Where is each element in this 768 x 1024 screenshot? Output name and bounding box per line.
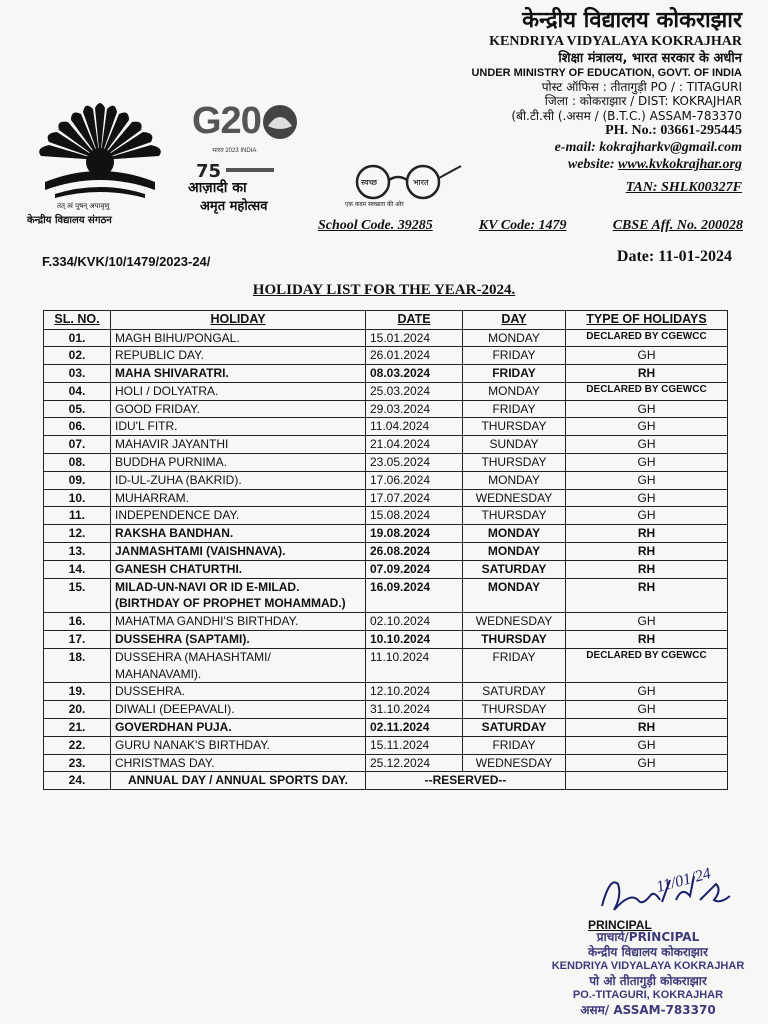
lotus-globe-icon bbox=[260, 102, 300, 142]
school-code: School Code. 39285 bbox=[318, 218, 433, 233]
table-row bbox=[44, 578, 728, 613]
stamp-line-4: पो ओ तीतागुड़ी कोकराझार bbox=[589, 973, 707, 988]
row-holiday: BUDDHA PURNIMA. bbox=[111, 454, 366, 472]
row-sl-no: 24. bbox=[44, 772, 111, 790]
phone-number: PH. No.: 03661-295445 bbox=[605, 123, 742, 139]
table-row bbox=[44, 648, 728, 683]
row-sl-no: 16. bbox=[44, 613, 111, 631]
row-date: 31.10.2024 bbox=[366, 701, 463, 719]
row-date: 02.11.2024 bbox=[366, 719, 463, 737]
row-sl-no: 23. bbox=[44, 754, 111, 772]
holiday-line-2: MAHANAVAMI). bbox=[115, 666, 202, 681]
website-link[interactable]: www.kvkokrajhar.org bbox=[618, 156, 742, 172]
row-type: GH bbox=[566, 347, 728, 365]
row-type: GH bbox=[566, 454, 728, 472]
letter-date: Date: 11-01-2024 bbox=[616, 248, 732, 265]
row-sl-no: 01. bbox=[44, 329, 111, 347]
stamp-line-2: केन्द्रीय विद्यालय कोकराझार bbox=[588, 945, 708, 959]
table-row bbox=[44, 772, 728, 790]
row-type: RH bbox=[566, 578, 728, 613]
header-day: DAY bbox=[463, 311, 566, 330]
table-row bbox=[44, 329, 728, 347]
row-date: 11.10.2024 bbox=[366, 648, 463, 683]
svg-text:75: 75 bbox=[196, 161, 222, 180]
header-sl-no: SL. NO. bbox=[44, 311, 111, 330]
table-row bbox=[44, 701, 728, 719]
table-row bbox=[44, 631, 728, 649]
row-sl-no: 14. bbox=[44, 560, 111, 578]
row-date: 26.08.2024 bbox=[366, 543, 463, 561]
row-holiday: INDEPENDENCE DAY. bbox=[111, 507, 366, 525]
row-sl-no: 09. bbox=[44, 471, 111, 489]
row-holiday: GURU NANAK'S BIRTHDAY. bbox=[111, 736, 366, 754]
email-line bbox=[471, 140, 742, 157]
row-day: THURSDAY bbox=[463, 631, 566, 649]
table-row bbox=[44, 382, 728, 400]
row-date: 08.03.2024 bbox=[366, 365, 463, 383]
row-holiday: MAHAVIR JAYANTHI bbox=[111, 436, 366, 454]
row-holiday: IDU'L FITR. bbox=[111, 418, 366, 436]
district: जिला : कोकराझार / DIST: KOKRAJHAR bbox=[544, 94, 742, 109]
row-day: SATURDAY bbox=[463, 719, 566, 737]
row-holiday: ID-UL-ZUHA (BAKRID). bbox=[111, 471, 366, 489]
g20-subtitle: भारत 2023 INDIA bbox=[212, 148, 257, 154]
row-sl-no: 06. bbox=[44, 418, 111, 436]
row-holiday: JANMASHTAMI (VAISHNAVA). bbox=[111, 543, 366, 561]
row-date: 07.09.2024 bbox=[366, 560, 463, 578]
row-day: FRIDAY bbox=[463, 400, 566, 418]
gandhi-glasses-icon bbox=[345, 160, 465, 200]
row-type: GH bbox=[566, 701, 728, 719]
row-type: RH bbox=[566, 365, 728, 383]
row-sl-no: 17. bbox=[44, 631, 111, 649]
row-holiday: REPUBLIC DAY. bbox=[111, 347, 366, 365]
row-type: DECLARED BY CGEWCC bbox=[566, 382, 728, 400]
table-row bbox=[44, 719, 728, 737]
row-holiday: MAGH BIHU/PONGAL. bbox=[111, 329, 366, 347]
row-sl-no: 02. bbox=[44, 347, 111, 365]
post-office: पोस्ट ऑफिस : तीतागुड़ी PO / : TITAGURI bbox=[541, 79, 742, 94]
row-sl-no: 21. bbox=[44, 719, 111, 737]
row-date: 21.04.2024 bbox=[366, 436, 463, 454]
row-type bbox=[566, 772, 728, 790]
table-row bbox=[44, 365, 728, 383]
row-sl-no: 08. bbox=[44, 454, 111, 472]
row-date: 02.10.2024 bbox=[366, 613, 463, 631]
row-holiday: MAHA SHIVARATRI. bbox=[111, 365, 366, 383]
document-title: HOLIDAY LIST FOR THE YEAR-2024. bbox=[252, 282, 516, 298]
row-holiday: HOLI / DOLYATRA. bbox=[111, 382, 366, 400]
stamp-line-1: प्राचार्य/PRINCIPAL bbox=[596, 930, 700, 944]
table-row bbox=[44, 507, 728, 525]
row-sl-no: 07. bbox=[44, 436, 111, 454]
table-row bbox=[44, 400, 728, 418]
website-line bbox=[471, 157, 742, 174]
row-day: MONDAY bbox=[463, 382, 566, 400]
row-day: MONDAY bbox=[463, 543, 566, 561]
row-type: GH bbox=[566, 683, 728, 701]
row-type: GH bbox=[566, 471, 728, 489]
row-type: GH bbox=[566, 754, 728, 772]
stamp-line-3: KENDRIYA VIDYALAYA KOKRAJHAR bbox=[551, 960, 745, 972]
row-type: RH bbox=[566, 560, 728, 578]
row-day: FRIDAY bbox=[463, 648, 566, 683]
row-day: THURSDAY bbox=[463, 454, 566, 472]
row-type: DECLARED BY CGEWCC bbox=[566, 648, 728, 683]
row-day: WEDNESDAY bbox=[463, 489, 566, 507]
table-row bbox=[44, 525, 728, 543]
header-holiday: HOLIDAY bbox=[111, 311, 366, 330]
sun-rays-icon bbox=[25, 90, 175, 202]
g20-logo bbox=[192, 100, 302, 160]
table-row bbox=[44, 543, 728, 561]
swachh-left-text: स्वच्छ bbox=[361, 178, 378, 187]
office-stamp bbox=[548, 930, 748, 1018]
row-sl-no: 22. bbox=[44, 736, 111, 754]
row-day: THURSDAY bbox=[463, 701, 566, 719]
row-date: 26.01.2024 bbox=[366, 347, 463, 365]
azadi-line1: आज़ादी का bbox=[188, 180, 247, 196]
row-holiday: MUHARRAM. bbox=[111, 489, 366, 507]
table-header-row bbox=[44, 311, 728, 330]
row-sl-no: 10. bbox=[44, 489, 111, 507]
letterhead bbox=[471, 8, 742, 196]
holiday-table bbox=[43, 310, 728, 790]
row-date: 19.08.2024 bbox=[366, 525, 463, 543]
g20-text: G20 bbox=[192, 100, 261, 142]
table-row bbox=[44, 418, 728, 436]
row-holiday: ANNUAL DAY / ANNUAL SPORTS DAY. bbox=[111, 772, 366, 790]
row-sl-no: 11. bbox=[44, 507, 111, 525]
reference-number: F.334/KVK/10/1479/2023-24/ bbox=[42, 254, 211, 269]
row-sl-no: 15. bbox=[44, 578, 111, 613]
kvs-logo bbox=[25, 90, 175, 230]
principal-title: PRINCIPAL bbox=[588, 918, 652, 932]
tan-number: TAN: SHLK00327F bbox=[625, 179, 742, 195]
row-holiday: GOOD FRIDAY. bbox=[111, 400, 366, 418]
table-row bbox=[44, 489, 728, 507]
seventy-five-icon bbox=[196, 160, 276, 180]
stamp-line-5: PO.-TITAGURI, KOKRAJHAR bbox=[572, 988, 724, 1001]
state-address: (बी.टी.सी (.असम / (B.T.C.) ASSAM-783370 bbox=[511, 108, 742, 123]
row-date: 10.10.2024 bbox=[366, 631, 463, 649]
table-row bbox=[44, 560, 728, 578]
row-day: SATURDAY bbox=[463, 683, 566, 701]
kvs-motto: तत् त्वं पूषन् अपावृणु bbox=[57, 202, 110, 210]
azadi-line2: अमृत महोत्सव bbox=[200, 199, 268, 214]
row-date: 15.11.2024 bbox=[366, 736, 463, 754]
row-holiday bbox=[111, 648, 366, 683]
row-sl-no: 18. bbox=[44, 648, 111, 683]
table-row bbox=[44, 613, 728, 631]
row-day: WEDNESDAY bbox=[463, 754, 566, 772]
table-row bbox=[44, 736, 728, 754]
row-date: 11.04.2024 bbox=[366, 418, 463, 436]
row-day: FRIDAY bbox=[463, 365, 566, 383]
swachh-right-text: भारत bbox=[413, 178, 429, 187]
row-holiday: DUSSEHRA. bbox=[111, 683, 366, 701]
ministry-hindi: शिक्षा मंत्रालय, भारत सरकार के अधीन bbox=[558, 51, 742, 67]
row-day: MONDAY bbox=[463, 525, 566, 543]
holiday-line-1: DUSSEHRA (MAHASHTAMI/ bbox=[115, 649, 271, 664]
row-date: 15.01.2024 bbox=[366, 329, 463, 347]
swachh-caption: एक कदम स्वच्छता की ओर bbox=[345, 201, 404, 208]
row-type: GH bbox=[566, 507, 728, 525]
kv-code: KV Code: 1479 bbox=[478, 218, 567, 233]
row-day: MONDAY bbox=[463, 578, 566, 613]
row-date: 29.03.2024 bbox=[366, 400, 463, 418]
row-holiday: DUSSEHRA (SAPTAMI). bbox=[111, 631, 366, 649]
row-day: THURSDAY bbox=[463, 507, 566, 525]
header-type: TYPE OF HOLIDAYS bbox=[566, 311, 728, 330]
row-type: GH bbox=[566, 418, 728, 436]
row-sl-no: 13. bbox=[44, 543, 111, 561]
row-type: GH bbox=[566, 489, 728, 507]
table-row bbox=[44, 683, 728, 701]
row-holiday: GANESH CHATURTHI. bbox=[111, 560, 366, 578]
email-address[interactable]: kokrajharkv@gmail.com bbox=[599, 139, 742, 155]
row-day: THURSDAY bbox=[463, 418, 566, 436]
table-row bbox=[44, 347, 728, 365]
header-date: DATE bbox=[366, 311, 463, 330]
row-sl-no: 03. bbox=[44, 365, 111, 383]
row-type: GH bbox=[566, 400, 728, 418]
signature-date: 11/01/24 bbox=[654, 865, 713, 896]
school-codes bbox=[318, 218, 743, 234]
row-sl-no: 05. bbox=[44, 400, 111, 418]
row-sl-no: 12. bbox=[44, 525, 111, 543]
row-type: GH bbox=[566, 436, 728, 454]
website-label: website: bbox=[567, 156, 615, 172]
row-sl-no: 20. bbox=[44, 701, 111, 719]
holiday-line-1: MILAD-UN-NAVI OR ID E-MILAD. bbox=[115, 579, 300, 594]
cbse-affiliation: CBSE Aff. No. 200028 bbox=[612, 218, 743, 233]
email-label: e-mail: bbox=[554, 139, 596, 155]
row-holiday: GOVERDHAN PUJA. bbox=[111, 719, 366, 737]
row-day: FRIDAY bbox=[463, 347, 566, 365]
row-sl-no: 04. bbox=[44, 382, 111, 400]
row-type: RH bbox=[566, 543, 728, 561]
row-date: 23.05.2024 bbox=[366, 454, 463, 472]
row-date: 15.08.2024 bbox=[366, 507, 463, 525]
row-date: 25.03.2024 bbox=[366, 382, 463, 400]
kvs-caption: केन्द्रीय विद्यालय संगठन bbox=[27, 215, 112, 226]
table-row bbox=[44, 754, 728, 772]
row-date: 25.12.2024 bbox=[366, 754, 463, 772]
row-day: WEDNESDAY bbox=[463, 613, 566, 631]
row-day: MONDAY bbox=[463, 329, 566, 347]
holiday-line-2: (BIRTHDAY OF PROPHET MOHAMMAD.) bbox=[115, 596, 346, 611]
row-day: SATURDAY bbox=[463, 560, 566, 578]
school-name-hindi: केन्द्रीय विद्यालय कोकराझार bbox=[522, 8, 742, 33]
row-type: RH bbox=[566, 631, 728, 649]
row-day: SUNDAY bbox=[463, 436, 566, 454]
row-type: RH bbox=[566, 719, 728, 737]
row-date: 17.07.2024 bbox=[366, 489, 463, 507]
row-day: FRIDAY bbox=[463, 736, 566, 754]
row-holiday: CHRISTMAS DAY. bbox=[111, 754, 366, 772]
stamp-line-6: असम/ ASSAM-783370 bbox=[580, 1002, 716, 1017]
azadi-ka-amrit-mahotsav-logo bbox=[188, 160, 348, 220]
row-holiday: DIWALI (DEEPAVALI). bbox=[111, 701, 366, 719]
row-holiday: RAKSHA BANDHAN. bbox=[111, 525, 366, 543]
table-row bbox=[44, 471, 728, 489]
row-type: GH bbox=[566, 736, 728, 754]
row-date: 16.09.2024 bbox=[366, 578, 463, 613]
row-sl-no: 19. bbox=[44, 683, 111, 701]
table-row bbox=[44, 454, 728, 472]
row-holiday: MAHATMA GANDHI'S BIRTHDAY. bbox=[111, 613, 366, 631]
principal-signature bbox=[590, 866, 740, 926]
row-date: 17.06.2024 bbox=[366, 471, 463, 489]
swachh-bharat-logo bbox=[345, 160, 465, 215]
row-type: DECLARED BY CGEWCC bbox=[566, 329, 728, 347]
row-day: MONDAY bbox=[463, 471, 566, 489]
row-holiday bbox=[111, 578, 366, 613]
row-type: GH bbox=[566, 613, 728, 631]
row-date: 12.10.2024 bbox=[366, 683, 463, 701]
row-type: RH bbox=[566, 525, 728, 543]
school-name-english: KENDRIYA VIDYALAYA KOKRAJHAR bbox=[489, 34, 742, 50]
table-row bbox=[44, 436, 728, 454]
row-reserved: --RESERVED-- bbox=[366, 772, 566, 790]
ministry-english: UNDER MINISTRY OF EDUCATION, GOVT. OF INDIA bbox=[471, 66, 742, 79]
